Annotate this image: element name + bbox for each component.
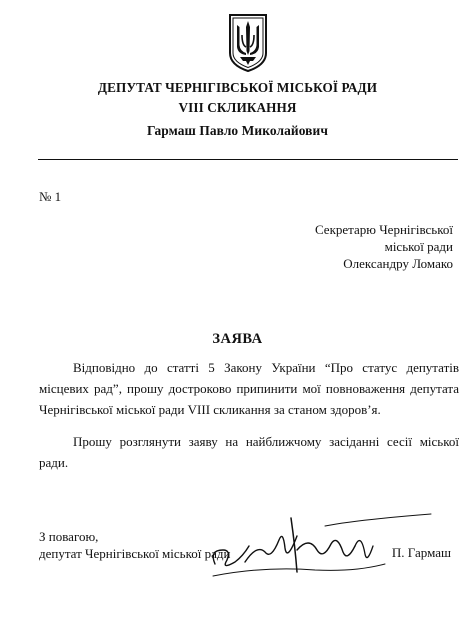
addressee-block <box>315 221 453 272</box>
closing-position: депутат Чернігівської міської ради <box>39 546 231 561</box>
tryzub-emblem-icon <box>228 13 268 73</box>
header-divider <box>38 159 458 160</box>
header-deputy-title: ДЕПУТАТ ЧЕРНІГІВСЬКОЇ МІСЬКОЇ РАДИ <box>97 80 378 95</box>
document-number: № 1 <box>39 189 62 204</box>
signatory-name: П. Гармаш <box>391 545 451 560</box>
closing-block <box>39 528 230 562</box>
closing-regards: З повагою, <box>39 529 99 544</box>
addressee-line-2: міської ради <box>384 239 453 254</box>
body-paragraph-2: Прошу розглянути заяву на найближчому засіданні сесії міської ради. <box>39 434 459 470</box>
addressee-line-1: Секретарю Чернігівської <box>314 222 453 237</box>
body-paragraph-1: Відповідно до статті 5 Закону України “Про статус депутатів місцевих рад”, прошу достроково припинити мої повноваження депутата Чернігівської міської ради VIII скликання за станом здоров’я. <box>39 360 459 417</box>
header-deputy-name: Гармаш Павло Миколайович <box>147 123 328 138</box>
document-title: ЗАЯВА <box>212 331 263 347</box>
header-convocation: VIII СКЛИКАННЯ <box>178 100 297 115</box>
addressee-line-3: Олександру Ломако <box>343 256 453 271</box>
